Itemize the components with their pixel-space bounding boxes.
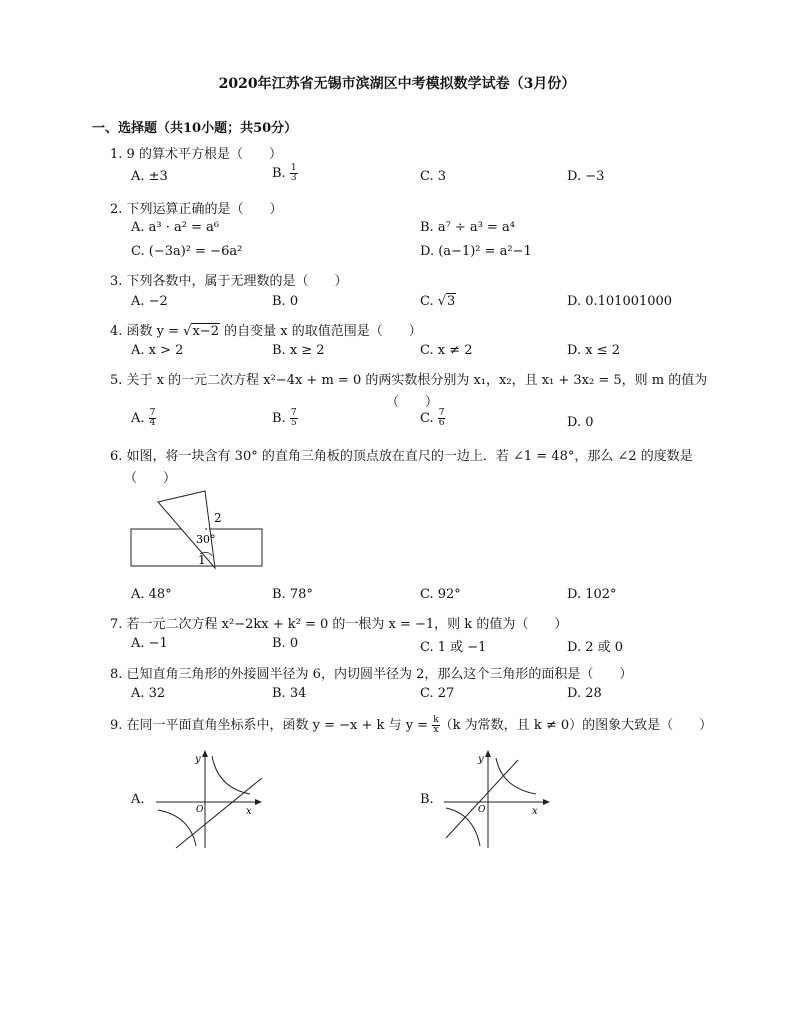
axis-label-y: y — [195, 754, 201, 765]
question-3-option-d[interactable]: D. 0.101001000 — [567, 294, 673, 309]
axis-label-y: y — [478, 754, 484, 765]
question-1-option-b[interactable]: B. $\frac{1}{3}$ — [272, 163, 297, 183]
question-7-option-c[interactable]: C. 1 或 −1 — [420, 640, 487, 655]
fraction: $\frac{k}{x}$ — [433, 715, 439, 735]
x-axis-arrow — [255, 799, 262, 805]
y-axis-arrow — [485, 750, 491, 757]
question-5-stem: 5. 关于 x 的一元二次方程 x²−4x + m = 0 的两实数根分别为 x₁，x₂，且 x₁ + 3x₂ = 5，则 m 的值为 — [110, 373, 708, 388]
question-1-option-c[interactable]: C. 3 — [420, 169, 447, 184]
question-4-option-c[interactable]: C. x ≠ 2 — [420, 343, 473, 358]
question-8-option-d[interactable]: D. 28 — [567, 686, 602, 701]
label-30-degree: 30° — [196, 533, 216, 546]
question-4-stem: 4. 函数 y = √x−2 的自变量 x 的取值范围是（ ） — [110, 324, 422, 339]
question-6-answer-paren: （ ） — [124, 471, 177, 486]
question-8-stem: 8. 已知直角三角形的外接圆半径为 6，内切圆半径为 2，那么这个三角形的面积是（ ） — [110, 667, 633, 682]
question-7-option-d[interactable]: D. 2 或 0 — [567, 640, 624, 655]
fraction: $\frac{7}{6}$ — [438, 408, 445, 428]
section-heading: 一、选择题（共10小题；共50分） — [92, 121, 298, 136]
question-6-stem: 6. 如图，将一块含有 30° 的直角三角板的顶点放在直尺的一边上．若 ∠1 = 48°，那么 ∠2 的度数是 — [110, 449, 693, 464]
hyperbola-branch-2 — [446, 808, 480, 846]
hyperbola-branch-2 — [158, 810, 196, 846]
fraction: $\frac{7}{4}$ — [149, 408, 156, 428]
origin-label: O — [478, 805, 486, 815]
question-7-option-b[interactable]: B. 0 — [272, 636, 299, 651]
question-6-option-c[interactable]: C. 92° — [420, 587, 461, 602]
x-axis-arrow — [543, 799, 550, 805]
fraction: $\frac{7}{5}$ — [290, 408, 297, 428]
question-5-option-d[interactable]: D. 0 — [567, 415, 594, 430]
question-9-stem: 9. 在同一平面直角坐标系中，函数 y = −x + k 与 y = $\frac{k}{x}$ （k 为常数，且 k ≠ 0）的图象大致是（ ） — [110, 715, 713, 735]
question-6-option-a[interactable]: A. 48° — [131, 587, 172, 602]
question-2-option-d[interactable]: D. (a−1)² = a²−1 — [420, 244, 532, 259]
exam-title: 2020年江苏省无锡市滨湖区中考模拟数学试卷（3月份） — [218, 76, 576, 92]
axis-label-x: x — [246, 806, 252, 817]
axis-label-x: x — [532, 806, 538, 817]
hyperbola-branch-1 — [496, 758, 536, 794]
question-1-stem: 1. 9 的算术平方根是（ ） — [110, 147, 282, 162]
question-3-stem: 3. 下列各数中，属于无理数的是（ ） — [110, 274, 348, 289]
question-9-option-b[interactable]: B. — [420, 792, 434, 807]
question-8-option-a[interactable]: A. 32 — [131, 686, 166, 701]
graph-b — [438, 748, 554, 852]
question-8-option-b[interactable]: B. 34 — [272, 686, 307, 701]
question-9-option-a[interactable]: A. — [131, 792, 145, 807]
question-4-option-b[interactable]: B. x ≥ 2 — [272, 343, 325, 358]
question-3-option-a[interactable]: A. −2 — [131, 294, 168, 309]
linear-function-line — [446, 760, 518, 838]
question-8-option-c[interactable]: C. 27 — [420, 686, 455, 701]
question-5-answer-paren: （ ） — [386, 395, 439, 410]
y-axis-arrow — [202, 750, 208, 757]
question-5-option-a[interactable]: A. $\frac{7}{4}$ — [131, 408, 156, 428]
origin-label: O — [196, 805, 204, 815]
label-angle-1: 1 — [198, 553, 206, 567]
question-2-option-a[interactable]: A. a³ · a² = a⁶ — [131, 220, 220, 235]
question-4-option-d[interactable]: D. x ≤ 2 — [567, 343, 620, 358]
question-6-option-b[interactable]: B. 78° — [272, 587, 313, 602]
question-1-option-d[interactable]: D. −3 — [567, 169, 605, 184]
ruler-triangle-figure — [128, 488, 268, 572]
question-7-stem: 7. 若一元二次方程 x²−2kx + k² = 0 的一根为 x = −1，则 k 的值为（ ） — [110, 617, 568, 632]
hyperbola-branch-1 — [212, 756, 250, 794]
question-3-option-b[interactable]: B. 0 — [272, 294, 299, 309]
graph-a — [150, 748, 266, 852]
question-2-option-c[interactable]: C. (−3a)² = −6a² — [131, 244, 243, 259]
label-angle-2: 2 — [214, 511, 222, 525]
question-5-option-b[interactable]: B. $\frac{7}{5}$ — [272, 408, 297, 428]
question-6-option-d[interactable]: D. 102° — [567, 587, 617, 602]
question-5-option-c[interactable]: C. $\frac{7}{6}$ — [420, 408, 445, 428]
question-2-option-b[interactable]: B. a⁷ ÷ a³ = a⁴ — [420, 220, 516, 235]
question-7-option-a[interactable]: A. −1 — [131, 636, 168, 651]
question-1-option-a[interactable]: A. ±3 — [131, 169, 168, 184]
question-3-option-c[interactable]: C. √3 — [420, 294, 456, 309]
question-2-stem: 2. 下列运算正确的是（ ） — [110, 202, 283, 217]
question-4-option-a[interactable]: A. x > 2 — [131, 343, 184, 358]
fraction: $\frac{1}{3}$ — [290, 163, 297, 183]
